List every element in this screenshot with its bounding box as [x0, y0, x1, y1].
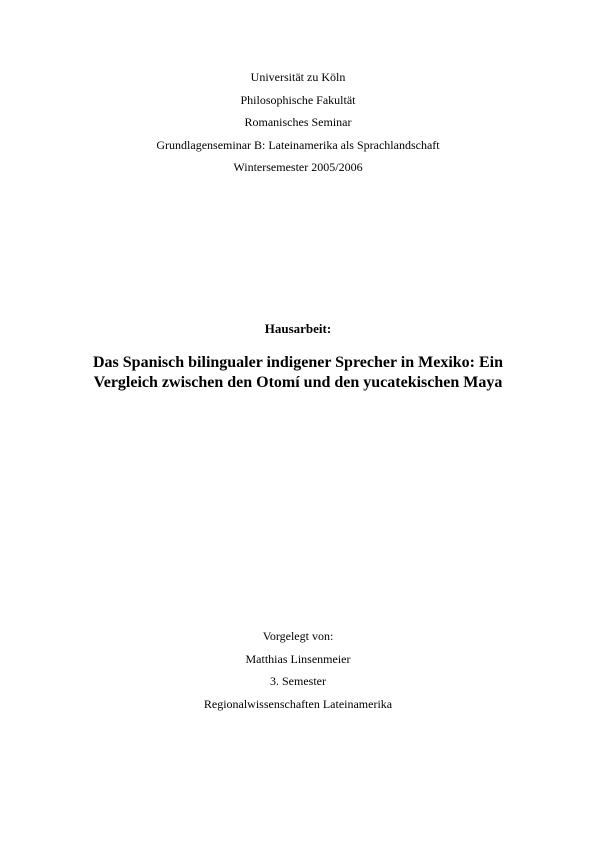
- seminar-name: Romanisches Seminar: [244, 115, 352, 129]
- course-name: Grundlagenseminar B: Lateinamerika als Sprachlandschaft: [156, 137, 440, 152]
- title-page-header: [0, 66, 596, 179]
- submission-info: [0, 625, 596, 715]
- study-program: Regionalwissenschaften Lateinamerika: [203, 696, 393, 711]
- submitted-by-label: Vorgelegt von:: [262, 629, 334, 643]
- university-name: Universität zu Köln: [250, 70, 346, 84]
- work-type: Hausarbeit:: [264, 321, 332, 336]
- work-title-line-2: Vergleich zwischen den Otomí und den yucatekischen Maya: [93, 374, 503, 391]
- author-name: Matthias Linsenmeier: [245, 651, 351, 666]
- work-title: [60, 353, 536, 393]
- work-title-line-1: Das Spanisch bilingualer indigener Sprecher in Mexiko: Ein: [93, 354, 503, 371]
- semester-label: Wintersemester 2005/2006: [233, 160, 363, 174]
- faculty-name: Philosophische Fakultät: [240, 92, 356, 107]
- author-semester: 3. Semester: [270, 674, 326, 688]
